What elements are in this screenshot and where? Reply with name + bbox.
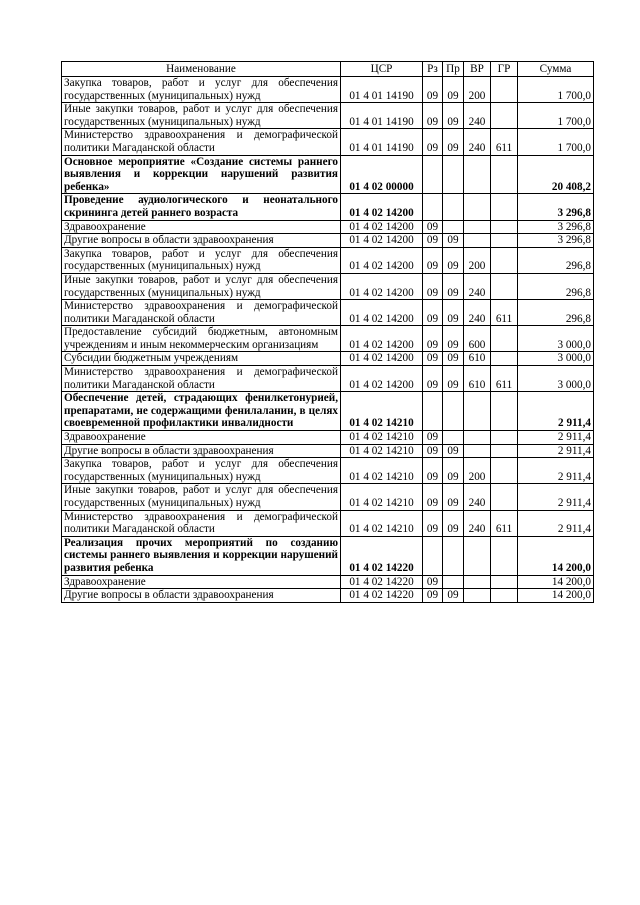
row-gr	[491, 589, 518, 603]
row-rz	[423, 392, 443, 431]
table-row	[62, 458, 594, 484]
row-sum: 20 408,2	[518, 155, 594, 194]
row-vr: 610	[464, 352, 491, 366]
row-sum: 2 911,4	[518, 444, 594, 458]
row-pr: 09	[443, 273, 464, 299]
row-csr: 01 4 02 14210	[341, 392, 423, 431]
table-row	[62, 247, 594, 273]
row-sum: 3 000,0	[518, 352, 594, 366]
row-name: Другие вопросы в области здравоохранения	[62, 444, 341, 458]
row-gr: 611	[491, 129, 518, 155]
row-pr: 09	[443, 247, 464, 273]
table-row	[62, 300, 594, 326]
row-pr	[443, 575, 464, 589]
header-vr: ВР	[464, 62, 491, 77]
row-rz: 09	[423, 273, 443, 299]
header-gr: ГР	[491, 62, 518, 77]
row-pr: 09	[443, 366, 464, 392]
row-rz: 09	[423, 366, 443, 392]
row-csr: 01 4 02 14210	[341, 484, 423, 510]
row-pr: 09	[443, 458, 464, 484]
row-pr	[443, 220, 464, 234]
row-gr: 611	[491, 366, 518, 392]
row-vr	[464, 431, 491, 445]
row-vr: 240	[464, 484, 491, 510]
row-vr: 200	[464, 458, 491, 484]
table-row	[62, 77, 594, 103]
row-csr: 01 4 01 14190	[341, 129, 423, 155]
header-csr: ЦСР	[341, 62, 423, 77]
row-gr	[491, 273, 518, 299]
row-pr: 09	[443, 352, 464, 366]
row-sum: 2 911,4	[518, 458, 594, 484]
table-row	[62, 392, 594, 431]
row-name: Иные закупки товаров, работ и услуг для обеспечения государственных (муниципальных) нужд	[62, 273, 341, 299]
row-rz: 09	[423, 247, 443, 273]
header-name: Наименование	[62, 62, 341, 77]
row-vr: 240	[464, 103, 491, 129]
table-row	[62, 484, 594, 510]
row-pr	[443, 155, 464, 194]
row-vr: 240	[464, 129, 491, 155]
table-row	[62, 431, 594, 445]
row-csr: 01 4 02 14210	[341, 458, 423, 484]
row-csr: 01 4 02 14220	[341, 575, 423, 589]
row-sum: 3 000,0	[518, 326, 594, 352]
row-sum: 1 700,0	[518, 103, 594, 129]
row-name: Предоставление субсидий бюджетным, автономным учреждениям и иным некоммерческим организациям	[62, 326, 341, 352]
row-name: Закупка товаров, работ и услуг для обеспечения государственных (муниципальных) нужд	[62, 247, 341, 273]
table-row	[62, 326, 594, 352]
row-vr	[464, 234, 491, 248]
row-rz: 09	[423, 129, 443, 155]
row-pr: 09	[443, 444, 464, 458]
row-csr: 01 4 02 00000	[341, 155, 423, 194]
row-pr: 09	[443, 77, 464, 103]
row-pr	[443, 536, 464, 575]
row-pr: 09	[443, 326, 464, 352]
row-sum: 3 296,8	[518, 194, 594, 220]
row-vr: 240	[464, 510, 491, 536]
header-sum: Сумма	[518, 62, 594, 77]
row-sum: 2 911,4	[518, 510, 594, 536]
row-name: Здравоохранение	[62, 220, 341, 234]
row-pr: 09	[443, 300, 464, 326]
row-gr	[491, 575, 518, 589]
row-vr	[464, 536, 491, 575]
row-pr: 09	[443, 484, 464, 510]
row-name: Иные закупки товаров, работ и услуг для обеспечения государственных (муниципальных) нужд	[62, 484, 341, 510]
row-sum: 3 296,8	[518, 234, 594, 248]
row-csr: 01 4 02 14200	[341, 234, 423, 248]
table-row	[62, 103, 594, 129]
row-gr	[491, 458, 518, 484]
row-vr	[464, 589, 491, 603]
row-csr: 01 4 01 14190	[341, 77, 423, 103]
row-rz: 09	[423, 326, 443, 352]
row-name: Министерство здравоохранения и демографической политики Магаданской области	[62, 366, 341, 392]
row-vr	[464, 220, 491, 234]
row-vr	[464, 194, 491, 220]
row-rz: 09	[423, 589, 443, 603]
table-header-row	[62, 62, 594, 77]
row-csr: 01 4 02 14200	[341, 326, 423, 352]
row-gr	[491, 352, 518, 366]
row-name: Субсидии бюджетным учреждениям	[62, 352, 341, 366]
table-row	[62, 575, 594, 589]
row-gr	[491, 234, 518, 248]
row-sum: 3 296,8	[518, 220, 594, 234]
row-pr	[443, 194, 464, 220]
row-name: Реализация прочих мероприятий по созданию системы раннего выявления и коррекции нарушений развития ребенка	[62, 536, 341, 575]
row-gr: 611	[491, 300, 518, 326]
row-rz: 09	[423, 431, 443, 445]
row-pr: 09	[443, 234, 464, 248]
row-csr: 01 4 02 14200	[341, 194, 423, 220]
row-sum: 1 700,0	[518, 129, 594, 155]
row-gr	[491, 431, 518, 445]
row-rz: 09	[423, 458, 443, 484]
row-csr: 01 4 02 14200	[341, 273, 423, 299]
row-name: Другие вопросы в области здравоохранения	[62, 589, 341, 603]
table-row	[62, 589, 594, 603]
row-name: Закупка товаров, работ и услуг для обеспечения государственных (муниципальных) нужд	[62, 77, 341, 103]
row-rz	[423, 155, 443, 194]
table-row	[62, 155, 594, 194]
row-vr: 600	[464, 326, 491, 352]
row-rz	[423, 536, 443, 575]
row-sum: 2 911,4	[518, 484, 594, 510]
table-row	[62, 220, 594, 234]
row-sum: 296,8	[518, 300, 594, 326]
row-name: Обеспечение детей, страдающих фенилкетонурией, препаратами, не содержащими фенилаланин, в целях своевременной профилактики инвалидности	[62, 392, 341, 431]
header-pr: Пр	[443, 62, 464, 77]
row-csr: 01 4 01 14190	[341, 103, 423, 129]
row-name: Основное мероприятие «Создание системы раннего выявления и коррекции нарушений развития ребенка»	[62, 155, 341, 194]
row-rz: 09	[423, 510, 443, 536]
row-rz: 09	[423, 484, 443, 510]
row-vr	[464, 444, 491, 458]
row-vr: 200	[464, 77, 491, 103]
table-row	[62, 444, 594, 458]
row-csr: 01 4 02 14210	[341, 444, 423, 458]
row-gr	[491, 194, 518, 220]
row-gr	[491, 247, 518, 273]
row-gr	[491, 77, 518, 103]
row-sum: 296,8	[518, 247, 594, 273]
row-rz: 09	[423, 220, 443, 234]
row-gr	[491, 103, 518, 129]
row-sum: 296,8	[518, 273, 594, 299]
row-sum: 14 200,0	[518, 536, 594, 575]
header-rz: Рз	[423, 62, 443, 77]
row-gr	[491, 326, 518, 352]
row-rz: 09	[423, 234, 443, 248]
table-row	[62, 234, 594, 248]
row-name: Министерство здравоохранения и демографической политики Магаданской области	[62, 510, 341, 536]
row-vr: 240	[464, 273, 491, 299]
row-csr: 01 4 02 14200	[341, 247, 423, 273]
row-pr	[443, 392, 464, 431]
row-vr	[464, 575, 491, 589]
table-row	[62, 536, 594, 575]
row-vr	[464, 392, 491, 431]
row-pr: 09	[443, 103, 464, 129]
row-pr: 09	[443, 589, 464, 603]
row-rz	[423, 194, 443, 220]
row-csr: 01 4 02 14210	[341, 431, 423, 445]
row-name: Другие вопросы в области здравоохранения	[62, 234, 341, 248]
row-rz: 09	[423, 575, 443, 589]
table-row	[62, 129, 594, 155]
table-row	[62, 510, 594, 536]
table-row	[62, 194, 594, 220]
row-rz: 09	[423, 352, 443, 366]
row-vr: 240	[464, 300, 491, 326]
row-sum: 2 911,4	[518, 431, 594, 445]
row-rz: 09	[423, 444, 443, 458]
row-rz: 09	[423, 300, 443, 326]
row-sum: 3 000,0	[518, 366, 594, 392]
row-sum: 14 200,0	[518, 575, 594, 589]
row-csr: 01 4 02 14200	[341, 366, 423, 392]
budget-table	[61, 61, 594, 603]
row-pr	[443, 431, 464, 445]
row-gr	[491, 220, 518, 234]
row-name: Иные закупки товаров, работ и услуг для обеспечения государственных (муниципальных) нужд	[62, 103, 341, 129]
row-csr: 01 4 02 14200	[341, 220, 423, 234]
row-csr: 01 4 02 14200	[341, 352, 423, 366]
row-gr: 611	[491, 510, 518, 536]
row-name: Проведение аудиологического и неонатального скрининга детей раннего возраста	[62, 194, 341, 220]
row-csr: 01 4 02 14210	[341, 510, 423, 536]
row-sum: 1 700,0	[518, 77, 594, 103]
row-pr: 09	[443, 129, 464, 155]
row-name: Закупка товаров, работ и услуг для обеспечения государственных (муниципальных) нужд	[62, 458, 341, 484]
row-csr: 01 4 02 14200	[341, 300, 423, 326]
row-gr	[491, 155, 518, 194]
row-gr	[491, 484, 518, 510]
row-gr	[491, 392, 518, 431]
row-csr: 01 4 02 14220	[341, 589, 423, 603]
row-csr: 01 4 02 14220	[341, 536, 423, 575]
row-vr	[464, 155, 491, 194]
row-sum: 14 200,0	[518, 589, 594, 603]
row-name: Министерство здравоохранения и демографической политики Магаданской области	[62, 300, 341, 326]
row-gr	[491, 536, 518, 575]
row-name: Здравоохранение	[62, 575, 341, 589]
table-row	[62, 352, 594, 366]
row-sum: 2 911,4	[518, 392, 594, 431]
row-gr	[491, 444, 518, 458]
row-rz: 09	[423, 77, 443, 103]
row-name: Здравоохранение	[62, 431, 341, 445]
row-pr: 09	[443, 510, 464, 536]
row-vr: 200	[464, 247, 491, 273]
row-vr: 610	[464, 366, 491, 392]
row-rz: 09	[423, 103, 443, 129]
row-name: Министерство здравоохранения и демографической политики Магаданской области	[62, 129, 341, 155]
table-row	[62, 273, 594, 299]
table-row	[62, 366, 594, 392]
